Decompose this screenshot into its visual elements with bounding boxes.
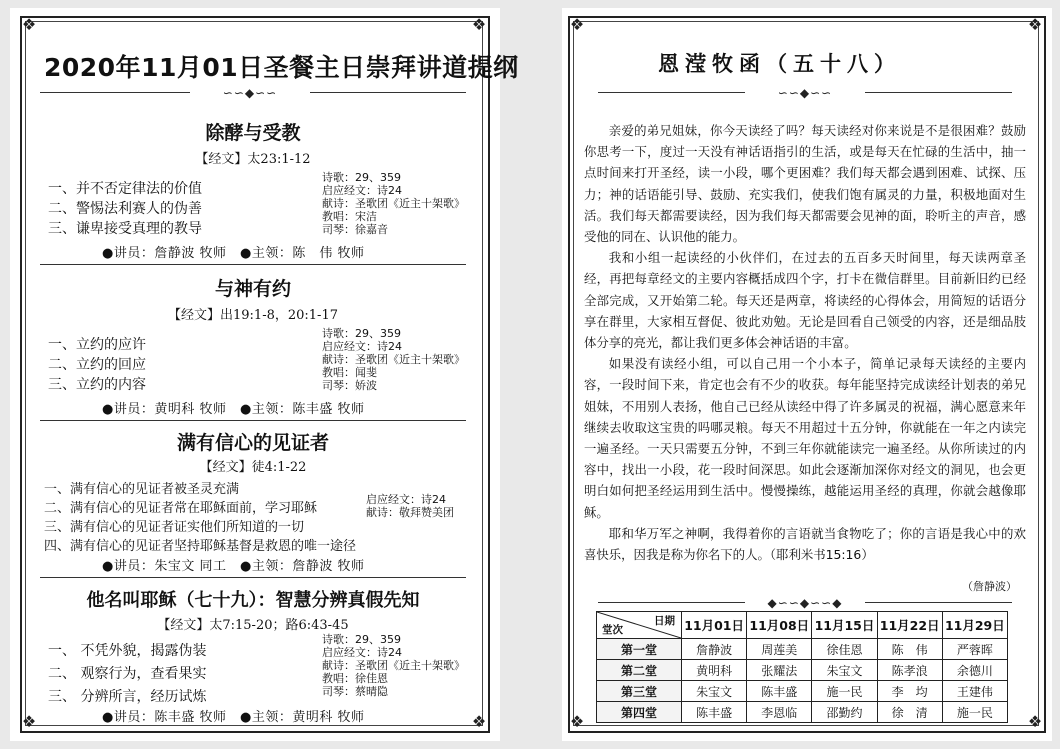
letter-paragraph: 我和小组一起读经的小伙伴们，在过去的五百多天时间里，每天读两章圣经，再把每章经文的主要内容概括成四个字，打卡在微信群里。目前新旧约已经全部完成，又开始第二轮。每天还是两章，将读经的心得体会，用简短的话语分享在群里，大家相互督促、彼此劝勉。无论是回看自己领受的内容，还是细品肢体分享的亮光，都让我们更多体会神话语的丰富。 xyxy=(584,250,1026,351)
letter-paragraph: 亲爱的弟兄姐妹，你今天读经了吗？每天读经对你来说是不是很困难？鼓励你思考一下，度过一天没有神话语指引的生活，或是每天在忙碌的生活中，抽一点时间来打开圣经，读一小段，哪个更困难？我们每天都会遇到困难、试探、压力；神的话语能引导、鼓励、充实我们，使我们饱有属灵的力量，积极地面对生活。我们每天都需要读经，因为我们每天都需要会见神的面，聆听主的声音，感受他的同在、认识他的能力。 xyxy=(584,123,1026,245)
scripture-reference: 【经文】出19:1-8，20:1-17 xyxy=(168,308,338,323)
outline-point: 三、谦卑接受真理的教导 xyxy=(48,221,202,237)
corner-label-hall: 堂次 xyxy=(602,624,623,636)
preacher-cell: 施一民 xyxy=(812,681,877,702)
section-divider xyxy=(40,577,466,578)
date-header: 11月22日 xyxy=(877,612,942,639)
service-detail: 启应经文：诗24 xyxy=(366,493,446,506)
preacher-cell: 徐 清 xyxy=(877,702,942,723)
corner-ornament-icon: ❖ xyxy=(21,712,37,731)
service-detail: 诗歌：29、359 xyxy=(322,633,401,646)
outline-point: 二、 观察行为，查看果实 xyxy=(48,666,207,682)
outline-point: 一、满有信心的见证者被圣灵充满 xyxy=(44,482,240,497)
service-detail: 教唱：宋洁 xyxy=(322,210,377,223)
preacher-cell: 李 均 xyxy=(877,681,942,702)
outline-point: 三、立约的内容 xyxy=(48,377,146,393)
preacher-cell: 李恩临 xyxy=(747,702,812,723)
scripture-reference: 【经文】太23:1-12 xyxy=(195,152,311,167)
preacher-cell: 陈丰盛 xyxy=(747,681,812,702)
service-detail: 诗歌：29、359 xyxy=(322,327,401,340)
preacher-cell: 朱宝文 xyxy=(812,660,877,681)
table-row xyxy=(597,660,1008,681)
hall-label: 第一堂 xyxy=(597,639,682,660)
service-detail: 启应经文：诗24 xyxy=(322,340,402,353)
service-detail: 献诗：圣歌团《近主十架歌》 xyxy=(322,353,465,366)
outline-point: 三、 分辨所言，经历试炼 xyxy=(48,689,207,705)
outline-point: 一、立约的应许 xyxy=(48,337,146,353)
speaker-leader-line: ●讲员：陈丰盛 牧师 ●主领：黄明科 牧师 xyxy=(102,710,365,725)
corner-ornament-icon: ❖ xyxy=(471,15,487,34)
outline-point: 二、满有信心的见证者常在耶稣面前，学习耶稣 xyxy=(44,501,318,516)
left-page xyxy=(10,8,519,741)
outline-point: 一、并不否定律法的价值 xyxy=(48,181,202,197)
letter-paragraph: 耶和华万军之神啊，我得着你的言语就当食物吃了；你的言语是我心中的欢喜快乐，因我是称为你名下的人。（耶利米书15:16） xyxy=(584,525,1026,563)
service-detail: 司琴：蔡晴隐 xyxy=(322,685,388,698)
sermon-title: 与神有约 xyxy=(214,278,291,300)
preacher-cell: 严蓉晖 xyxy=(942,639,1007,660)
preacher-cell: 周莲美 xyxy=(747,639,812,660)
service-detail: 献诗：敬拜赞美团 xyxy=(366,506,454,519)
preacher-cell: 余德川 xyxy=(942,660,1007,681)
date-header: 11月29日 xyxy=(942,612,1007,639)
table-row xyxy=(597,681,1008,702)
sermon-title: 除酵与受教 xyxy=(205,122,301,144)
service-detail: 司琴：徐嘉音 xyxy=(322,223,388,236)
corner-ornament-icon: ❖ xyxy=(471,712,487,731)
corner-ornament-icon: ❖ xyxy=(1027,15,1043,34)
preacher-cell: 王建伟 xyxy=(942,681,1007,702)
corner-ornament-icon: ❖ xyxy=(21,15,37,34)
outline-point: 二、立约的回应 xyxy=(48,357,146,373)
speaker-leader-line: ●讲员：黄明科 牧师 ●主领：陈丰盛 牧师 xyxy=(102,402,365,417)
sermon-title: 满有信心的见证者 xyxy=(176,432,329,454)
right-page xyxy=(562,8,1052,741)
preacher-cell: 陈 伟 xyxy=(877,639,942,660)
outline-point: 四、满有信心的见证者坚持耶稣基督是救恩的唯一途径 xyxy=(44,539,357,554)
service-detail: 司琴：娇波 xyxy=(322,379,377,392)
hall-label: 第二堂 xyxy=(597,660,682,681)
letter-body xyxy=(584,120,1026,565)
preacher-cell: 朱宝文 xyxy=(682,681,747,702)
corner-label-date: 日期 xyxy=(654,615,675,627)
outline-point: 二、警惕法利赛人的伪善 xyxy=(48,201,202,217)
service-detail: 献诗：圣歌团《近主十架歌》 xyxy=(322,659,465,672)
outline-point: 三、满有信心的见证者证实他们所知道的一切 xyxy=(44,520,305,535)
service-detail: 诗歌：29、359 xyxy=(322,171,401,184)
service-detail: 教唱：徐佳恩 xyxy=(322,672,388,685)
preacher-cell: 邵勤约 xyxy=(812,702,877,723)
corner-ornament-icon: ❖ xyxy=(569,15,585,34)
date-header: 11月15日 xyxy=(812,612,877,639)
preacher-cell: 陈孝浪 xyxy=(877,660,942,681)
flourish-icon: ◆∽∽◆∽∽◆ xyxy=(745,596,865,610)
outline-point: 一、 不凭外貌，揭露伪装 xyxy=(48,643,207,659)
corner-ornament-icon: ❖ xyxy=(1027,712,1043,731)
preacher-cell: 施一民 xyxy=(942,702,1007,723)
table-row xyxy=(597,639,1008,660)
section-divider xyxy=(40,420,466,421)
service-detail: 启应经文：诗24 xyxy=(322,646,402,659)
hall-label: 第四堂 xyxy=(597,702,682,723)
table-corner-cell xyxy=(597,612,682,639)
scripture-reference: 【经文】太7:15-20；路6:43-45 xyxy=(157,618,349,633)
preaching-schedule-table xyxy=(596,611,1008,723)
service-detail: 教唱：闻斐 xyxy=(322,366,377,379)
date-header: 11月01日 xyxy=(682,612,747,639)
service-detail: 献诗：圣歌团《近主十架歌》 xyxy=(322,197,465,210)
preacher-cell: 陈丰盛 xyxy=(682,702,747,723)
pastoral-letter-title: 恩滢牧函（五十八） xyxy=(658,51,901,76)
hall-label: 第三堂 xyxy=(597,681,682,702)
letter-paragraph: 如果没有读经小组，可以自己用一个小本子，简单记录每天读经的主要内容，一段时间下来，肯定也会有不少的收获。每年能坚持完成读经计划表的弟兄姐妹，不用别人表扬，他自己已经从读经中得了许多属灵的祝福，满心愿意来年继续去收取这宝贵的吗哪灵粮。每天不用超过十五分钟，你就能在一年之内读完一遍圣经。一天只需要五分钟，不到三年你就能读完一遍圣经。从你所读过的内容中，找出一小段，花一段时间深思。如此会逐渐加深你对经文的洞见，也会更明白如何把圣经运用到生活中。慢慢操练，越能运用圣经的真理，你就会越像耶稣。 xyxy=(584,356,1026,520)
service-detail: 启应经文：诗24 xyxy=(322,184,402,197)
preacher-cell: 黄明科 xyxy=(682,660,747,681)
preacher-cell: 徐佳恩 xyxy=(812,639,877,660)
flourish-icon: ∽∽◆∽∽ xyxy=(745,86,865,100)
corner-ornament-icon: ❖ xyxy=(569,712,585,731)
section-divider xyxy=(40,264,466,265)
letter-signature: （詹静波） xyxy=(962,580,1017,593)
preacher-cell: 张耀法 xyxy=(747,660,812,681)
flourish-icon: ∽∽◆∽∽ xyxy=(190,86,310,100)
bulletin-title: 2020年11月01日圣餐主日崇拜讲道提纲 xyxy=(44,53,519,82)
preacher-cell: 詹静波 xyxy=(682,639,747,660)
table-header-row xyxy=(597,612,1008,639)
speaker-leader-line: ●讲员：詹静波 牧师 ●主领：陈 伟 牧师 xyxy=(102,246,365,261)
date-header: 11月08日 xyxy=(747,612,812,639)
scripture-reference: 【经文】徒4:1-22 xyxy=(199,460,307,475)
speaker-leader-line: ●讲员：朱宝文 同工 ●主领：詹静波 牧师 xyxy=(102,559,365,574)
sermon-title: 他名叫耶稣（七十九）：智慧分辨真假先知 xyxy=(86,590,420,611)
table-row xyxy=(597,702,1008,723)
